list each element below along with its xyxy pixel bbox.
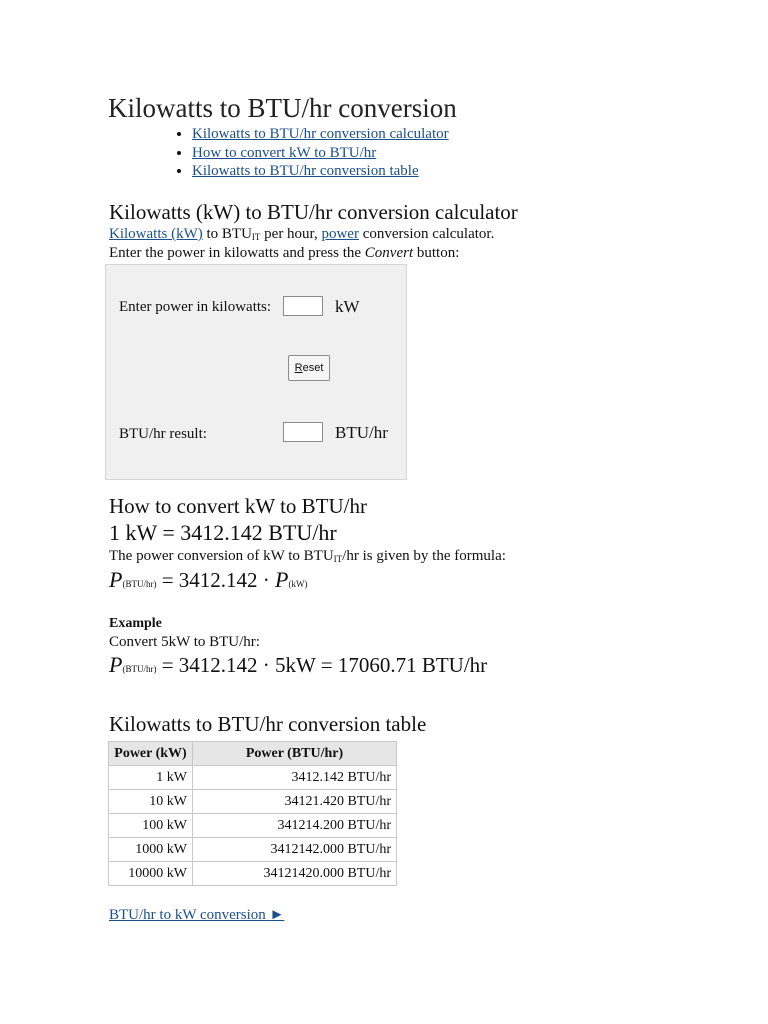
toc-link-how-to[interactable]: How to convert kW to BTU/hr	[192, 144, 377, 161]
result-unit: BTU/hr	[335, 423, 388, 442]
example-label: Example	[109, 616, 162, 631]
table-row	[109, 814, 397, 838]
conversion-equation: 1 kW = 3412.142 BTU/hr	[109, 520, 337, 545]
table-cell: 341214.200 BTU/hr	[193, 814, 397, 838]
how-to-heading: How to convert kW to BTU/hr	[109, 494, 367, 518]
table-cell: 3412142.000 BTU/hr	[193, 838, 397, 862]
toc-link-table[interactable]: Kilowatts to BTU/hr conversion table	[192, 163, 419, 179]
btu-to-kw-link[interactable]: BTU/hr to kW conversion ►	[109, 907, 285, 923]
reset-button[interactable]: Reset	[288, 355, 330, 381]
table-header-row	[109, 742, 397, 766]
table-of-contents	[160, 125, 449, 181]
kilowatts-link[interactable]: Kilowatts (kW)	[109, 226, 203, 242]
conversion-table	[108, 741, 397, 886]
toc-item	[192, 144, 449, 163]
column-header-kw: Power (kW)	[109, 742, 193, 766]
calculator-intro: Kilowatts (kW) to $BTU_{IT}$ per hour, power conversion calculator.	[109, 226, 495, 242]
table-cell: 1 kW	[109, 766, 193, 790]
table-cell: 10000 kW	[109, 862, 193, 886]
table-row	[109, 838, 397, 862]
toc-item	[192, 125, 449, 144]
calculator-heading: Kilowatts (kW) to BTU/hr conversion calculator	[109, 200, 518, 224]
table-cell: 3412.142 BTU/hr	[193, 766, 397, 790]
conversion-formula: P(BTU/hr) = 3412.142 · P(kW)	[109, 567, 308, 592]
table-cell: 10 kW	[109, 790, 193, 814]
example-formula: P(BTU/hr) = 3412.142 · 5kW = 17060.71 BTU/hr	[109, 652, 488, 677]
calculator-instruction: Enter the power in kilowatts and press the Convert button:	[109, 245, 460, 261]
table-cell: 1000 kW	[109, 838, 193, 862]
column-header-btu: Power (BTU/hr)	[193, 742, 397, 766]
right-arrow-icon: ►	[269, 907, 285, 923]
table-row	[109, 862, 397, 886]
input-label: Enter power in kilowatts:	[119, 299, 272, 315]
page-title: Kilowatts to BTU/hr conversion	[108, 93, 457, 123]
table-cell: 34121420.000 BTU/hr	[193, 862, 397, 886]
table-cell: 34121.420 BTU/hr	[193, 790, 397, 814]
formula-description: The power conversion of kW to $BTU_{IT}/hr$ is given by the formula:	[109, 548, 506, 564]
toc-item	[192, 162, 449, 181]
input-unit: kW	[335, 297, 360, 316]
table-row	[109, 766, 397, 790]
table-cell: 100 kW	[109, 814, 193, 838]
table-heading: Kilowatts to BTU/hr conversion table	[109, 712, 427, 736]
calculator-form	[105, 264, 407, 480]
example-text: Convert 5kW to BTU/hr:	[109, 634, 260, 650]
kilowatts-input[interactable]	[283, 296, 323, 316]
result-label: BTU/hr result:	[119, 426, 207, 442]
toc-link-calculator[interactable]: Kilowatts to BTU/hr conversion calculator	[192, 126, 449, 142]
power-link[interactable]: power	[321, 226, 359, 242]
result-output[interactable]	[283, 422, 323, 442]
table-row	[109, 790, 397, 814]
